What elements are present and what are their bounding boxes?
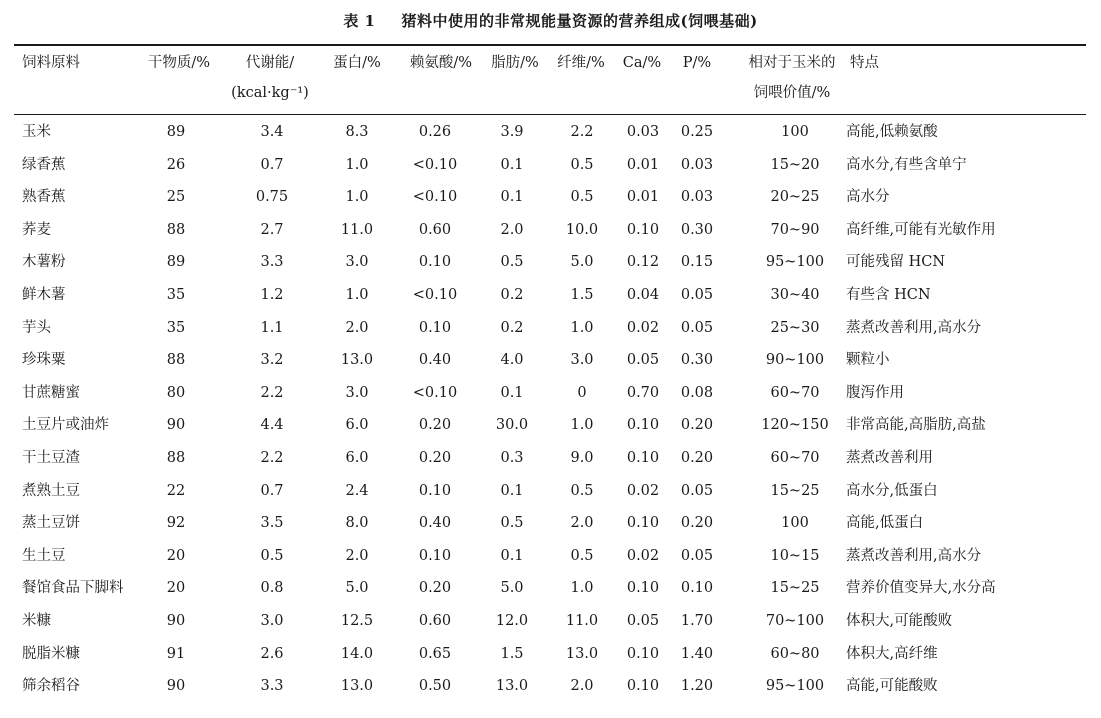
table-title: 猪料中使用的非常规能量资源的营养组成(饲喂基础) (401, 12, 758, 30)
cell-fat: 0.3 (500, 449, 524, 466)
cell-fat: 0.1 (500, 156, 524, 173)
cell-phosphorus: 0.05 (680, 319, 714, 336)
cell-fiber: 1.0 (570, 319, 594, 336)
cell-metabolic-energy: 1.2 (260, 286, 284, 303)
cell-dry-matter: 80 (166, 384, 186, 401)
header-fiber: 纤维/% (557, 55, 605, 71)
cell-feed-name: 甘蔗糖蜜 (22, 384, 80, 401)
cell-calcium: 0.10 (626, 645, 660, 662)
cell-phosphorus: 0.05 (680, 482, 714, 499)
cell-phosphorus: 0.03 (680, 189, 714, 206)
header-phosphorus: P/% (682, 55, 712, 71)
cell-relative-value: 100 (781, 515, 809, 532)
cell-characteristics: 可能残留 HCN (846, 254, 946, 271)
cell-fiber: 0.5 (570, 482, 594, 499)
cell-protein: 13.0 (340, 678, 374, 695)
cell-relative-value: 10~15 (770, 547, 820, 564)
cell-characteristics: 蒸煮改善利用 (846, 449, 933, 466)
cell-dry-matter: 88 (166, 449, 186, 466)
cell-protein: 6.0 (345, 417, 369, 434)
cell-lysine: 0.60 (418, 221, 452, 238)
cell-lysine: 0.50 (418, 678, 452, 695)
cell-lysine: 0.20 (418, 449, 452, 466)
cell-characteristics: 体积大,可能酸败 (846, 612, 953, 629)
cell-characteristics: 营养价值变异大,水分高 (846, 580, 996, 597)
cell-protein: 1.0 (345, 156, 369, 173)
cell-calcium: 0.12 (626, 254, 660, 271)
table-row (14, 475, 1086, 508)
table-row (14, 181, 1086, 214)
cell-characteristics: 高纤维,可能有光敏作用 (846, 221, 996, 238)
cell-metabolic-energy: 0.8 (260, 580, 284, 597)
cell-fat: 0.2 (500, 319, 524, 336)
cell-dry-matter: 90 (166, 612, 186, 629)
cell-protein: 12.5 (340, 612, 374, 629)
cell-calcium: 0.10 (626, 417, 660, 434)
cell-phosphorus: 0.20 (680, 515, 714, 532)
cell-fat: 13.0 (495, 678, 529, 695)
cell-metabolic-energy: 2.2 (260, 449, 284, 466)
cell-relative-value: 15~25 (770, 482, 820, 499)
cell-metabolic-energy: 3.3 (260, 678, 284, 695)
table-row (14, 638, 1086, 671)
header-lysine: 赖氨酸/% (409, 55, 473, 71)
cell-relative-value: 95~100 (765, 254, 825, 271)
cell-feed-name: 芋头 (22, 319, 51, 336)
cell-lysine: 0.26 (418, 124, 452, 140)
cell-feed-name: 煮熟土豆 (22, 482, 80, 499)
cell-relative-value: 15~25 (770, 580, 820, 597)
cell-calcium: 0.10 (626, 449, 660, 466)
cell-metabolic-energy: 4.4 (260, 417, 284, 434)
cell-metabolic-energy: 0.7 (260, 482, 284, 499)
cell-phosphorus: 0.05 (680, 286, 714, 303)
cell-relative-value: 15~20 (770, 156, 820, 173)
cell-lysine: 0.40 (418, 515, 452, 532)
cell-feed-name: 鲜木薯 (22, 286, 66, 303)
cell-phosphorus: 1.70 (680, 612, 714, 629)
cell-metabolic-energy: 2.6 (260, 645, 284, 662)
header-relative-value-unit: 饲喂价值/% (753, 85, 831, 101)
table-row (14, 116, 1086, 149)
cell-characteristics: 蒸煮改善利用,高水分 (846, 319, 982, 336)
table-row (14, 279, 1086, 312)
cell-phosphorus: 1.40 (680, 645, 714, 662)
cell-calcium: 0.02 (626, 547, 660, 564)
cell-fat: 5.0 (500, 580, 524, 597)
cell-fiber: 2.2 (570, 124, 594, 140)
cell-fiber: 5.0 (570, 254, 594, 271)
cell-calcium: 0.02 (626, 482, 660, 499)
cell-protein: 3.0 (345, 254, 369, 271)
cell-calcium: 0.02 (626, 319, 660, 336)
cell-relative-value: 95~100 (765, 678, 825, 695)
cell-phosphorus: 0.15 (680, 254, 714, 271)
table-caption (0, 10, 1101, 31)
cell-fat: 4.0 (500, 352, 524, 369)
cell-fiber: 0.5 (570, 189, 594, 206)
cell-characteristics: 高水分,低蛋白 (846, 482, 938, 499)
cell-fat: 0.1 (500, 384, 524, 401)
cell-calcium: 0.70 (626, 384, 660, 401)
cell-dry-matter: 35 (166, 286, 186, 303)
cell-phosphorus: 0.20 (680, 449, 714, 466)
cell-lysine: 0.40 (418, 352, 452, 369)
cell-fat: 0.5 (500, 254, 524, 271)
cell-calcium: 0.10 (626, 221, 660, 238)
cell-phosphorus: 0.05 (680, 547, 714, 564)
header-row-second-line (14, 78, 1086, 108)
cell-phosphorus: 0.20 (680, 417, 714, 434)
cell-lysine: 0.20 (418, 580, 452, 597)
cell-lysine: 0.10 (418, 254, 452, 271)
cell-relative-value: 60~80 (770, 645, 820, 662)
cell-feed-name: 木薯粉 (22, 254, 66, 271)
cell-metabolic-energy: 0.75 (255, 189, 289, 206)
cell-feed-name: 土豆片或油炸 (22, 417, 109, 434)
cell-characteristics: 高能,低赖氨酸 (846, 124, 938, 140)
cell-lysine: <0.10 (412, 384, 458, 401)
cell-feed-name: 干土豆渣 (22, 449, 80, 466)
cell-metabolic-energy: 3.4 (260, 124, 284, 140)
cell-fiber: 11.0 (565, 612, 599, 629)
cell-fat: 0.1 (500, 189, 524, 206)
cell-fiber: 0.5 (570, 547, 594, 564)
header-fat: 脂肪/% (491, 55, 539, 71)
cell-lysine: <0.10 (412, 156, 458, 173)
cell-feed-name: 蒸土豆饼 (22, 515, 80, 532)
cell-fiber: 10.0 (565, 221, 599, 238)
table-row (14, 246, 1086, 279)
header-dry-matter: 干物质/% (147, 55, 211, 71)
cell-protein: 13.0 (340, 352, 374, 369)
cell-fat: 2.0 (500, 221, 524, 238)
cell-lysine: 0.10 (418, 482, 452, 499)
cell-calcium: 0.03 (626, 124, 660, 140)
table-row (14, 572, 1086, 605)
cell-dry-matter: 90 (166, 417, 186, 434)
cell-dry-matter: 88 (166, 352, 186, 369)
table-row (14, 409, 1086, 442)
cell-relative-value: 20~25 (770, 189, 820, 206)
cell-feed-name: 玉米 (22, 124, 51, 140)
cell-calcium: 0.01 (626, 156, 660, 173)
cell-fiber: 1.0 (570, 580, 594, 597)
cell-fat: 0.1 (500, 482, 524, 499)
cell-lysine: 0.65 (418, 645, 452, 662)
table-row (14, 670, 1086, 703)
cell-calcium: 0.10 (626, 515, 660, 532)
cell-protein: 1.0 (345, 189, 369, 206)
cell-metabolic-energy: 0.7 (260, 156, 284, 173)
header-metabolic-energy: 代谢能/ (245, 55, 295, 71)
cell-phosphorus: 0.10 (680, 580, 714, 597)
table-row (14, 442, 1086, 475)
cell-feed-name: 绿香蕉 (22, 156, 66, 173)
cell-relative-value: 70~90 (770, 221, 820, 238)
cell-protein: 2.0 (345, 547, 369, 564)
cell-characteristics: 腹泻作用 (846, 384, 904, 401)
cell-feed-name: 筛余稻谷 (22, 678, 80, 695)
header-row (14, 48, 1086, 78)
cell-dry-matter: 26 (166, 156, 186, 173)
cell-dry-matter: 90 (166, 678, 186, 695)
cell-protein: 11.0 (340, 221, 374, 238)
table-number: 表 1 (343, 12, 376, 30)
cell-protein: 8.0 (345, 515, 369, 532)
cell-phosphorus: 1.20 (680, 678, 714, 695)
table-row (14, 312, 1086, 345)
header-relative-value: 相对于玉米的 (748, 55, 836, 71)
cell-lysine: <0.10 (412, 189, 458, 206)
cell-protein: 2.0 (345, 319, 369, 336)
cell-relative-value: 120~150 (761, 417, 829, 434)
cell-dry-matter: 88 (166, 221, 186, 238)
cell-calcium: 0.10 (626, 580, 660, 597)
cell-fat: 0.2 (500, 286, 524, 303)
cell-fiber: 9.0 (570, 449, 594, 466)
cell-fat: 30.0 (495, 417, 529, 434)
cell-dry-matter: 92 (166, 515, 186, 532)
cell-fiber: 0.5 (570, 156, 594, 173)
cell-metabolic-energy: 3.2 (260, 352, 284, 369)
cell-dry-matter: 89 (166, 124, 186, 140)
cell-fiber: 2.0 (570, 678, 594, 695)
cell-characteristics: 蒸煮改善利用,高水分 (846, 547, 982, 564)
cell-dry-matter: 25 (166, 189, 186, 206)
table-header-rule (14, 114, 1086, 115)
cell-feed-name: 生土豆 (22, 547, 66, 564)
cell-characteristics: 颗粒小 (846, 352, 890, 369)
cell-dry-matter: 20 (166, 547, 186, 564)
cell-fiber: 1.0 (570, 417, 594, 434)
cell-relative-value: 25~30 (770, 319, 820, 336)
cell-feed-name: 珍珠粟 (22, 352, 66, 369)
cell-metabolic-energy: 2.2 (260, 384, 284, 401)
cell-calcium: 0.10 (626, 678, 660, 695)
cell-fat: 12.0 (495, 612, 529, 629)
cell-dry-matter: 20 (166, 580, 186, 597)
table-top-rule (14, 44, 1086, 46)
header-feed: 饲料原料 (22, 55, 80, 71)
cell-fat: 0.1 (500, 547, 524, 564)
cell-calcium: 0.05 (626, 612, 660, 629)
cell-feed-name: 熟香蕉 (22, 189, 66, 206)
table-row (14, 377, 1086, 410)
cell-phosphorus: 0.08 (680, 384, 714, 401)
cell-dry-matter: 89 (166, 254, 186, 271)
table-row (14, 507, 1086, 540)
table-row (14, 540, 1086, 573)
cell-protein: 1.0 (345, 286, 369, 303)
cell-lysine: 0.60 (418, 612, 452, 629)
cell-metabolic-energy: 3.5 (260, 515, 284, 532)
cell-fiber: 13.0 (565, 645, 599, 662)
cell-lysine: 0.10 (418, 319, 452, 336)
cell-protein: 14.0 (340, 645, 374, 662)
cell-fat: 0.5 (500, 515, 524, 532)
cell-protein: 5.0 (345, 580, 369, 597)
cell-relative-value: 90~100 (765, 352, 825, 369)
cell-phosphorus: 0.30 (680, 352, 714, 369)
cell-metabolic-energy: 3.0 (260, 612, 284, 629)
cell-characteristics: 高水分,有些含单宁 (846, 156, 967, 173)
cell-feed-name: 餐馆食品下脚料 (22, 580, 124, 597)
cell-fiber: 0 (577, 384, 587, 401)
cell-fiber: 3.0 (570, 352, 594, 369)
cell-relative-value: 60~70 (770, 449, 820, 466)
cell-characteristics: 有些含 HCN (846, 286, 931, 303)
cell-lysine: 0.10 (418, 547, 452, 564)
table-row (14, 605, 1086, 638)
cell-calcium: 0.04 (626, 286, 660, 303)
table-header (14, 48, 1086, 108)
table-row (14, 344, 1086, 377)
cell-calcium: 0.01 (626, 189, 660, 206)
cell-metabolic-energy: 0.5 (260, 547, 284, 564)
cell-phosphorus: 0.25 (680, 124, 714, 140)
cell-protein: 2.4 (345, 482, 369, 499)
cell-feed-name: 荞麦 (22, 221, 51, 238)
cell-dry-matter: 35 (166, 319, 186, 336)
cell-characteristics: 高能,可能酸败 (846, 678, 938, 695)
cell-relative-value: 30~40 (770, 286, 820, 303)
cell-feed-name: 脱脂米糠 (22, 645, 80, 662)
table-row (14, 149, 1086, 182)
cell-lysine: 0.20 (418, 417, 452, 434)
cell-phosphorus: 0.30 (680, 221, 714, 238)
cell-fiber: 2.0 (570, 515, 594, 532)
cell-fiber: 1.5 (570, 286, 594, 303)
cell-metabolic-energy: 1.1 (260, 319, 284, 336)
cell-metabolic-energy: 2.7 (260, 221, 284, 238)
cell-fat: 1.5 (500, 645, 524, 662)
table-row (14, 214, 1086, 247)
cell-characteristics: 体积大,高纤维 (846, 645, 938, 662)
cell-feed-name: 米糠 (22, 612, 51, 629)
cell-dry-matter: 22 (166, 482, 186, 499)
table-body (14, 116, 1086, 703)
cell-phosphorus: 0.03 (680, 156, 714, 173)
cell-calcium: 0.05 (626, 352, 660, 369)
header-characteristics: 特点 (850, 55, 879, 71)
cell-protein: 3.0 (345, 384, 369, 401)
cell-metabolic-energy: 3.3 (260, 254, 284, 271)
cell-dry-matter: 91 (166, 645, 186, 662)
cell-protein: 8.3 (345, 124, 369, 140)
cell-lysine: <0.10 (412, 286, 458, 303)
cell-protein: 6.0 (345, 449, 369, 466)
cell-relative-value: 100 (781, 124, 809, 140)
header-protein: 蛋白/% (333, 55, 381, 71)
cell-fat: 3.9 (500, 124, 524, 140)
header-metabolic-energy-unit: (kcal·kg⁻¹) (231, 85, 309, 101)
cell-characteristics: 非常高能,高脂肪,高盐 (846, 417, 986, 434)
cell-characteristics: 高能,低蛋白 (846, 515, 924, 532)
cell-relative-value: 70~100 (765, 612, 825, 629)
header-calcium: Ca/% (622, 55, 662, 71)
cell-relative-value: 60~70 (770, 384, 820, 401)
cell-characteristics: 高水分 (846, 189, 890, 206)
